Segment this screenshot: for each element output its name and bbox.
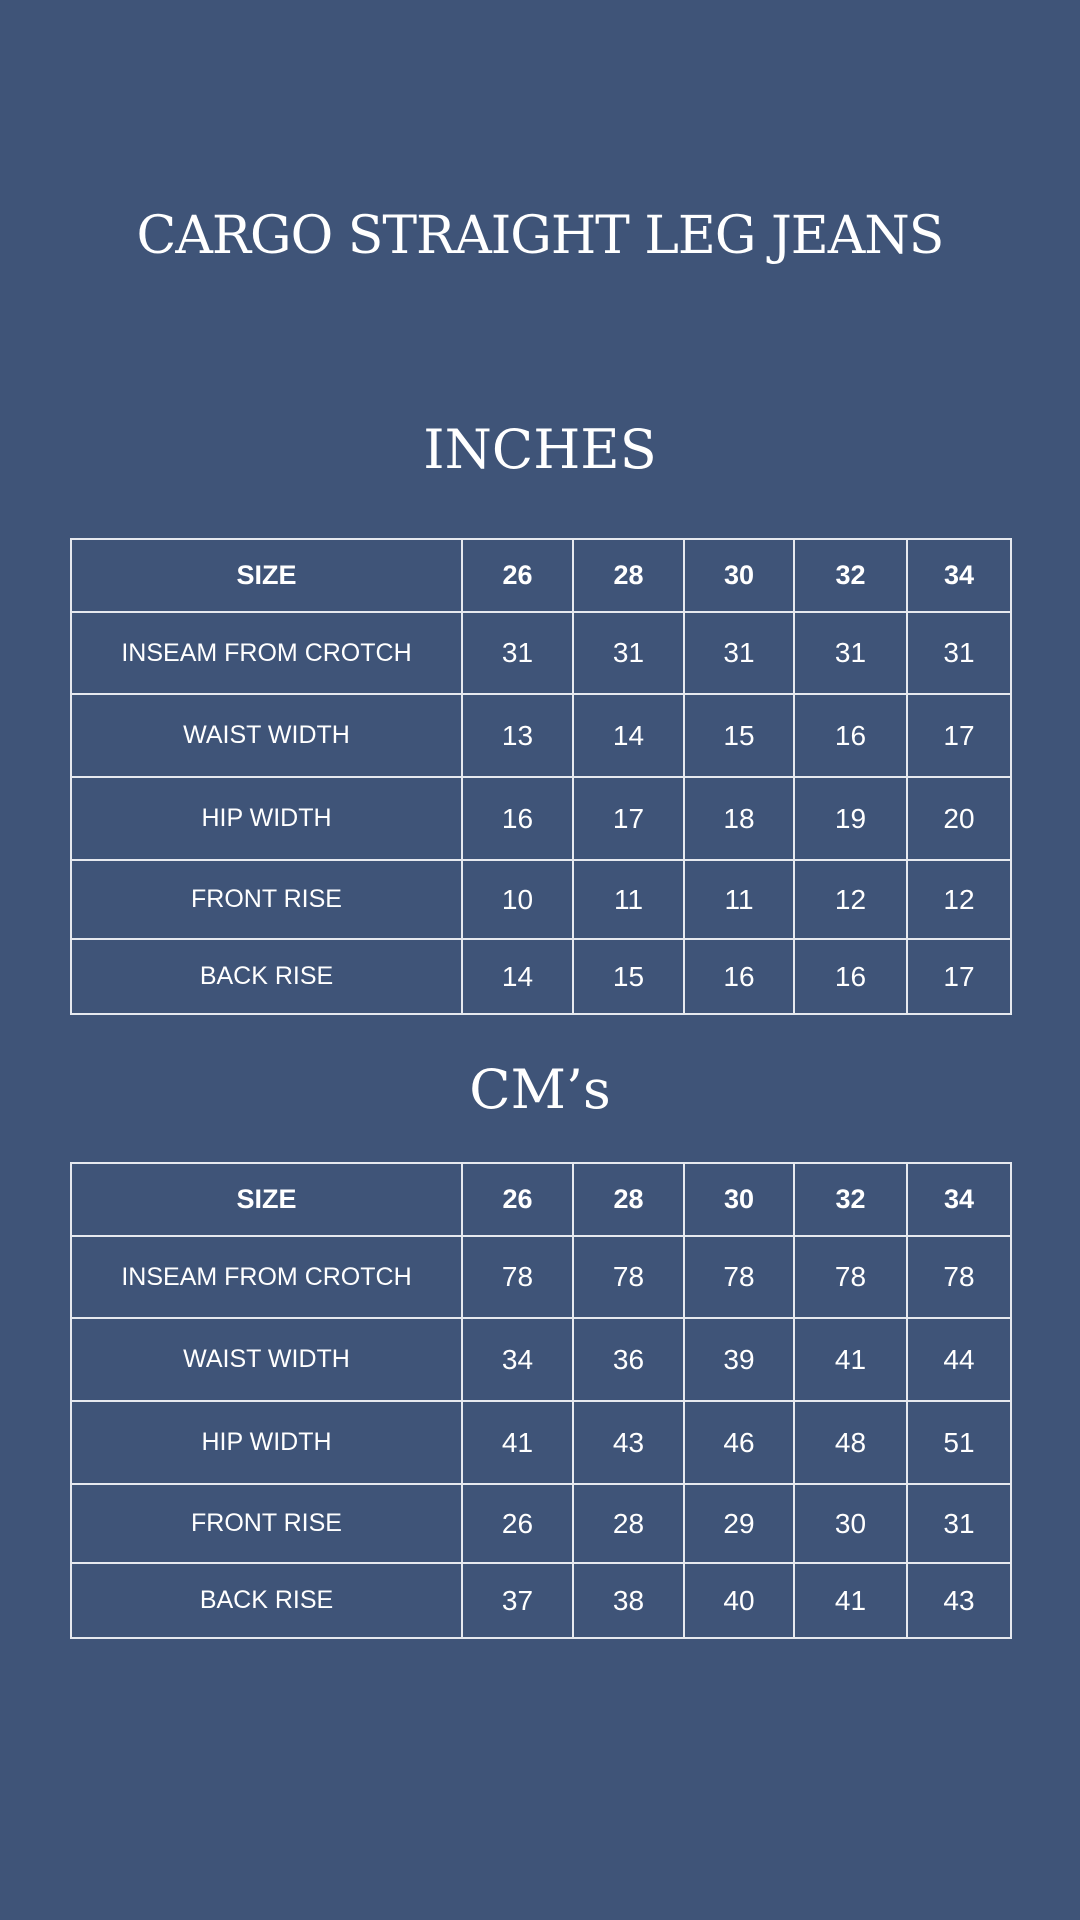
- size-header-cell: 34: [907, 539, 1011, 612]
- table-cell: 78: [907, 1236, 1011, 1318]
- table-cell: 26: [462, 1484, 573, 1563]
- table-cell: 48: [794, 1401, 907, 1484]
- table-cell: 14: [573, 694, 684, 777]
- row-label: INSEAM FROM CROTCH: [71, 1236, 462, 1318]
- row-label: FRONT RISE: [71, 1484, 462, 1563]
- table-cell: 41: [462, 1401, 573, 1484]
- table-cell: 15: [573, 939, 684, 1014]
- table-cell: 41: [794, 1318, 907, 1401]
- table-cell: 38: [573, 1563, 684, 1638]
- table-cell: 78: [794, 1236, 907, 1318]
- size-header-cell: 32: [794, 1163, 907, 1236]
- cms-heading: CM’s: [469, 1058, 611, 1121]
- inches-heading: INCHES: [423, 418, 657, 481]
- table-row: [71, 777, 1011, 860]
- table-cell: 20: [907, 777, 1011, 860]
- size-header-cell: 26: [462, 1163, 573, 1236]
- table-cell: 16: [684, 939, 794, 1014]
- table-cell: 46: [684, 1401, 794, 1484]
- row-label: WAIST WIDTH: [71, 1318, 462, 1401]
- size-header-cell: 30: [684, 539, 794, 612]
- table-cell: 12: [907, 860, 1011, 939]
- row-label: HIP WIDTH: [71, 777, 462, 860]
- table-row: [71, 1563, 1011, 1638]
- table-row: [71, 694, 1011, 777]
- size-header-label: SIZE: [71, 1163, 462, 1236]
- table-cell: 31: [462, 612, 573, 694]
- table-cell: 12: [794, 860, 907, 939]
- table-cell: 11: [573, 860, 684, 939]
- table-cell: 39: [684, 1318, 794, 1401]
- table-cell: 13: [462, 694, 573, 777]
- table-cell: 31: [794, 612, 907, 694]
- table-cell: 31: [907, 1484, 1011, 1563]
- table-header-row: [71, 1163, 1011, 1236]
- table-cell: 17: [907, 694, 1011, 777]
- table-cell: 16: [794, 694, 907, 777]
- table-row: [71, 612, 1011, 694]
- table-header-row: [71, 539, 1011, 612]
- table-cell: 44: [907, 1318, 1011, 1401]
- table-cell: 78: [462, 1236, 573, 1318]
- row-label: INSEAM FROM CROTCH: [71, 612, 462, 694]
- table-cell: 78: [684, 1236, 794, 1318]
- table-row: [71, 939, 1011, 1014]
- table-cell: 31: [684, 612, 794, 694]
- table-row: [71, 1318, 1011, 1401]
- table-row: [71, 1236, 1011, 1318]
- table-cell: 78: [573, 1236, 684, 1318]
- size-header-cell: 32: [794, 539, 907, 612]
- row-label: HIP WIDTH: [71, 1401, 462, 1484]
- size-header-cell: 28: [573, 1163, 684, 1236]
- table-row: [71, 1484, 1011, 1563]
- table-cell: 16: [794, 939, 907, 1014]
- table-cell: 18: [684, 777, 794, 860]
- table-cell: 10: [462, 860, 573, 939]
- page-title: CARGO STRAIGHT LEG JEANS: [136, 206, 944, 266]
- table-cell: 43: [573, 1401, 684, 1484]
- cms-size-table: [70, 1162, 1012, 1639]
- table-cell: 30: [794, 1484, 907, 1563]
- row-label: BACK RISE: [71, 1563, 462, 1638]
- table-cell: 16: [462, 777, 573, 860]
- row-label: WAIST WIDTH: [71, 694, 462, 777]
- table-cell: 34: [462, 1318, 573, 1401]
- table-cell: 31: [907, 612, 1011, 694]
- size-header-label: SIZE: [71, 539, 462, 612]
- row-label: BACK RISE: [71, 939, 462, 1014]
- table-row: [71, 1401, 1011, 1484]
- size-header-cell: 26: [462, 539, 573, 612]
- table-cell: 17: [573, 777, 684, 860]
- table-cell: 15: [684, 694, 794, 777]
- table-cell: 40: [684, 1563, 794, 1638]
- table-cell: 43: [907, 1563, 1011, 1638]
- table-cell: 17: [907, 939, 1011, 1014]
- table-cell: 37: [462, 1563, 573, 1638]
- table-cell: 29: [684, 1484, 794, 1563]
- size-header-cell: 30: [684, 1163, 794, 1236]
- size-header-cell: 34: [907, 1163, 1011, 1236]
- table-cell: 14: [462, 939, 573, 1014]
- table-cell: 51: [907, 1401, 1011, 1484]
- table-cell: 19: [794, 777, 907, 860]
- inches-size-table: [70, 538, 1012, 1015]
- table-cell: 36: [573, 1318, 684, 1401]
- table-cell: 31: [573, 612, 684, 694]
- table-row: [71, 860, 1011, 939]
- table-cell: 11: [684, 860, 794, 939]
- row-label: FRONT RISE: [71, 860, 462, 939]
- size-header-cell: 28: [573, 539, 684, 612]
- table-cell: 28: [573, 1484, 684, 1563]
- table-cell: 41: [794, 1563, 907, 1638]
